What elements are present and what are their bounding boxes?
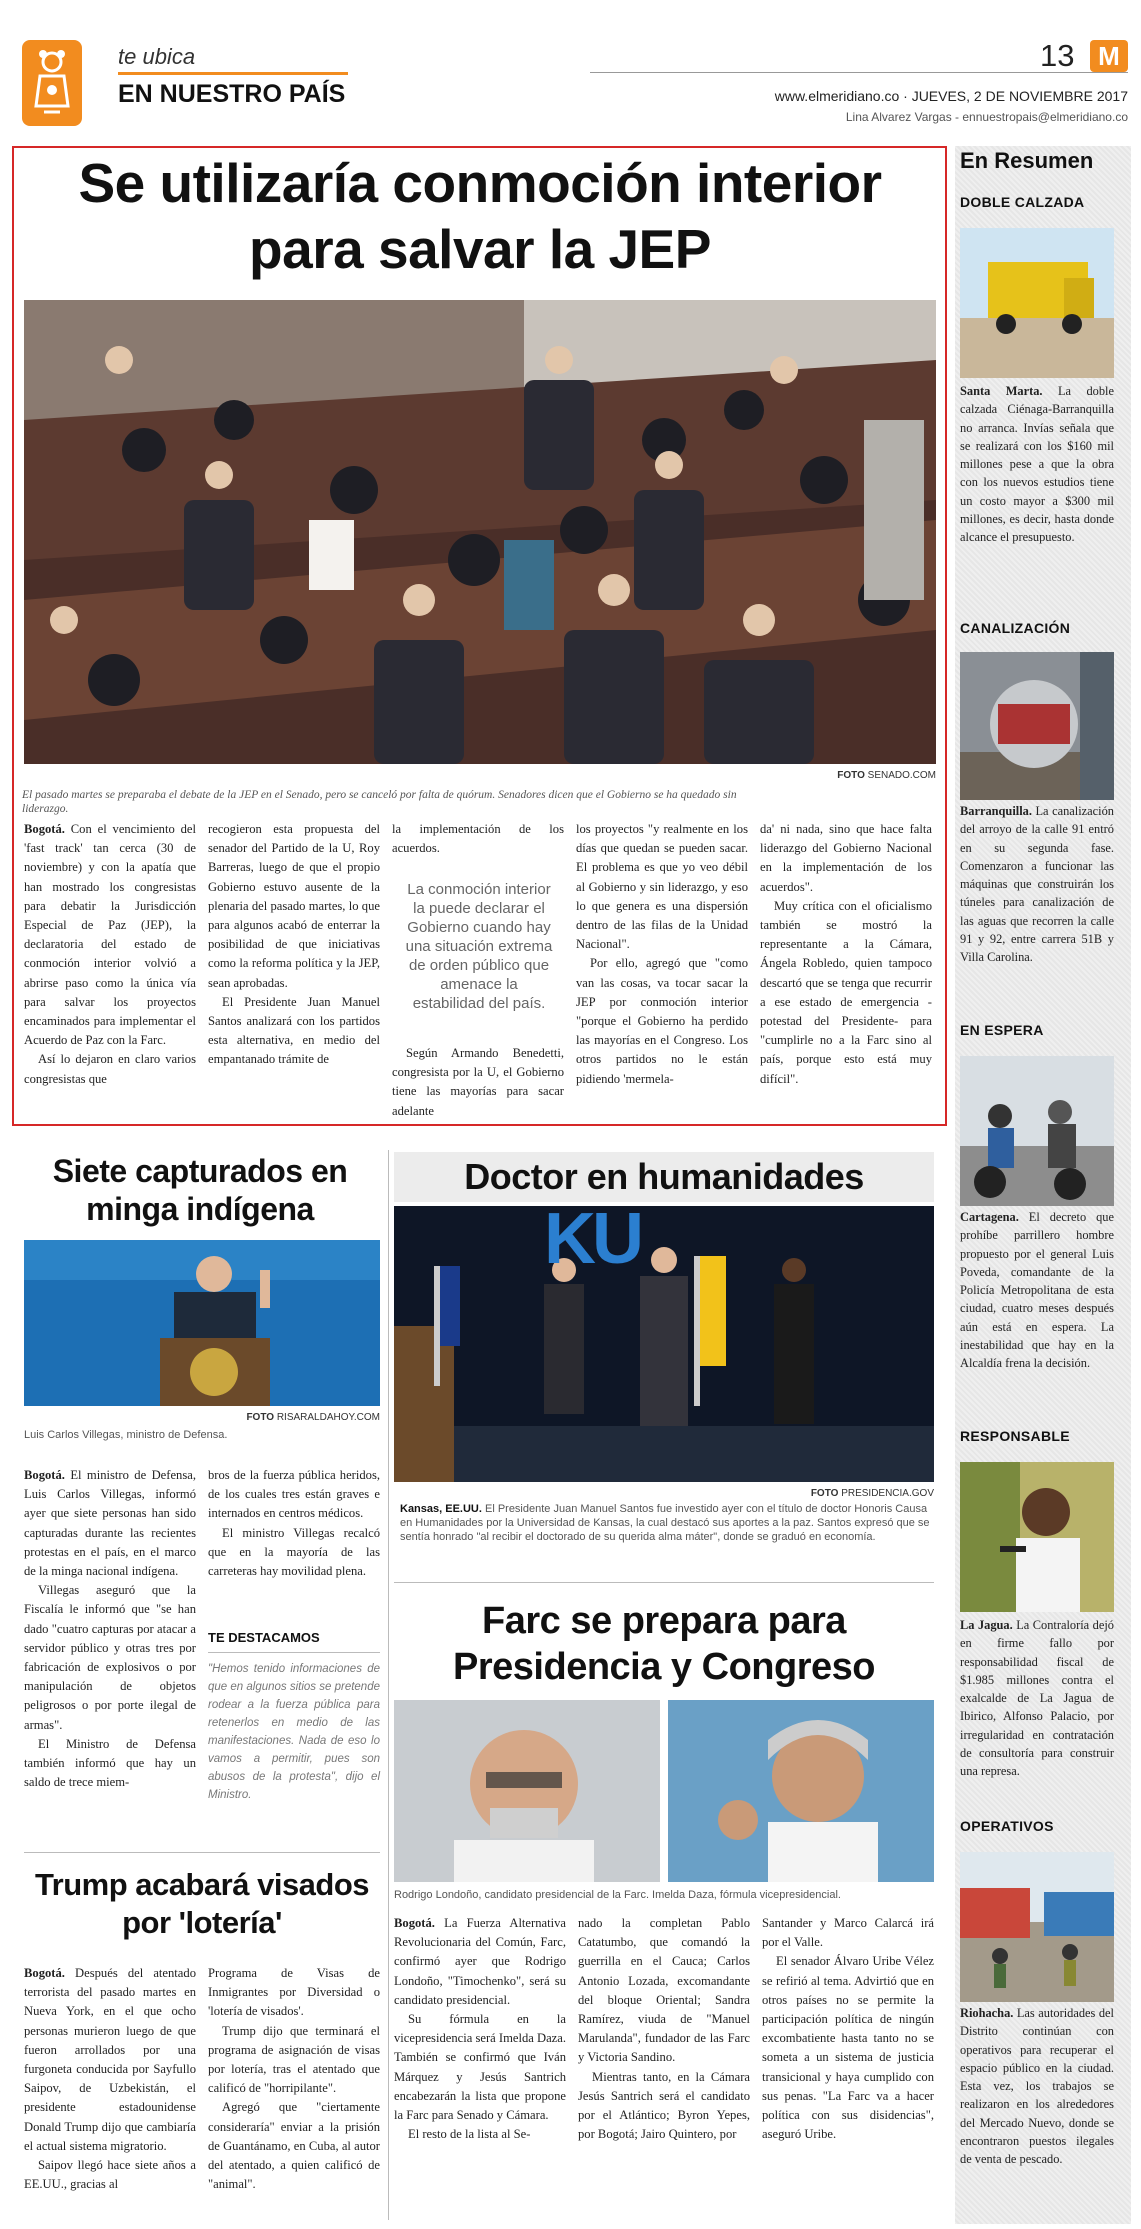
farc-caption: Rodrigo Londoño, candidato presidencial de la Farc. Imelda Daza, fórmula vicepresidencial. <box>394 1889 841 1901</box>
section-logo <box>22 40 82 126</box>
senate-scene-image <box>24 300 936 764</box>
sidebar-text-1: Santa Marta. La doble calzada Ciénaga-Barranquilla no arranca. Invías señala que se realizará con los $160 mil millones pese a que la obra con los nuevos estudios tiene un costo mayor a $300 mil millones, es decir, hasta donde alcance el presupuesto. <box>960 384 1114 545</box>
farc-col-1-para-3: El resto de la lista al Se- <box>408 2127 531 2142</box>
sidebar-head-3: EN ESPERA <box>960 1022 1044 1038</box>
villegas-photo-credit: FOTO RISARALDAHOY.COM <box>246 1412 380 1423</box>
destacamos-rule <box>208 1652 380 1653</box>
trump-col-2 <box>208 1964 380 2194</box>
section-title: EN NUESTRO PAÍS <box>118 80 346 108</box>
main-headline: Se utilizaría conmoción interior para salvar la JEP <box>78 152 882 280</box>
destacamos-quote: "Hemos tenido informaciones de que en algunos sitios se pretende rodear a la fuerza pública para retenerlos en medio de las manifestaciones. Nada de eso lo vamos a permitir, pues son abusos de la protesta", dijo el Ministro. <box>208 1663 380 1801</box>
minga-col-1 <box>24 1466 196 1792</box>
trump-col-1 <box>24 1964 196 2194</box>
minga-col-2-para: bros de la fuerza pública heridos, de los cuales tres están graves e internados en centros médicos. <box>208 1468 380 1521</box>
main-col-1-para: Bogotá. Con el vencimiento del 'fast track' tan cerca (30 de noviembre) y con la apatía que han mostrado los congresistas para debatir la Jurisdicción Especial de Paz (JEP), la declaratoria del estado de conmoción interior volvió a abrirse paso como la única vía para salvar los proyectos encaminados para implementar el Acuerdo de Paz con la Farc. <box>24 822 196 1048</box>
daza-image <box>668 1700 934 1882</box>
farc-col-3-para-2: El senador Álvaro Uribe Vélez se refirió al tema. Advirtió que en otros países no se permite la participación política de ningún excombatiente hasta tanto no se someta a un sistema de justicia transicional y haya cumplido con sus penas. "La Farc va a hacer política con sus disidencias", aseguró Uribe. <box>762 1954 934 2142</box>
trump-col-1-para-2: Saipov llegó hace siete años a EE.UU., gracias al <box>24 2158 196 2192</box>
main-col-3-para-2: Según Armando Benedetti, congresista por la U, el Gobierno tiene las mayorías para sacar adelante <box>392 1046 564 1118</box>
trump-col-1-para: Bogotá. Después del atentado terrorista del pasado martes en Nueva York, en el que ocho personas murieron luego de que fueron arrollados por una furgoneta conducida por Sayfullo Saipov, de Uzbekistán, el presidente estadounidense Donald Trump dijo que cambiaría el actual sistema migratorio. <box>24 1966 196 2153</box>
kansas-photo-credit: FOTO PRESIDENCIA.GOV <box>810 1488 934 1499</box>
doctor-farc-divider <box>394 1582 934 1583</box>
sidebar-photo-3 <box>960 1056 1114 1206</box>
villegas-photo <box>24 1240 380 1406</box>
doctor-headline: Doctor en humanidades <box>394 1152 934 1202</box>
main-col-5 <box>760 820 932 1089</box>
minga-col-2-para-2: El ministro Villegas recalcó que en la mayoría de las carreteras hay movilidad plena. <box>208 1525 380 1579</box>
sidebar-head-2: CANALIZACIÓN <box>960 620 1071 636</box>
farc-col-2-para: nado la completan Pablo Catatumbo, que comandó la guerrilla en el Cauca; Carlos Antonio Lozada, excomandante del bloque Oriental; Sandra Ramírez, viuda de "Manuel Marulanda", fundador de las Farc y Victoria Sandino. <box>578 1916 750 2065</box>
page-number: 13 <box>1040 38 1075 73</box>
main-col-1-para-2: Así lo dejaron en claro varios congresistas que <box>24 1052 196 1086</box>
main-col-2-para-2: El Presidente Juan Manuel Santos analizará con los partidos esta alternativa, en medio del empantanado trámite de <box>208 994 380 1067</box>
destacamos-heading: TE DESTACAMOS <box>208 1630 320 1645</box>
main-col-4-para: los proyectos "y realmente en los días que quedan se pueden sacar. El problema es que yo veo débil al Gobierno y sin liderazgo, y eso lo que genera es una dispersión dentro de las filas de la Unidad Nacional". <box>576 822 748 952</box>
kansas-photo <box>394 1206 934 1482</box>
minga-col-2 <box>208 1466 380 1581</box>
kansas-caption-place: Kansas, EE.UU. <box>400 1503 482 1515</box>
trump-col-2-para-2: Trump dijo que terminará el programa de asignación de visas por lotería, tras el atentado que calificó de "horripilante". <box>208 2023 380 2096</box>
tunnel-machine-image <box>960 652 1114 800</box>
trump-col-2-para-3: Agregó que "ciertamente consideraría" enviar a la prisión de Guantánamo, en Cuba, al autor del atentado, a quien calificó de "animal". <box>208 2100 380 2192</box>
minga-col-1-para-3: El Ministro de Defensa también informó que hay un saldo de trece miem- <box>24 1736 196 1790</box>
senate-photo-caption: El pasado martes se preparaba el debate de la JEP en el Senado, pero se canceló por falta de quórum. Senadores dicen que el Gobierno se ha quedado sin liderazgo. <box>22 789 737 815</box>
sidebar-photo-5 <box>960 1852 1114 2002</box>
main-col-3b <box>392 1044 564 1121</box>
trump-col-2-para: Programa de Visas de Inmigrantes por Diversidad o 'lotería de visados'. <box>208 1966 380 2019</box>
main-col-2-para: recogieron esta propuesta del senador del Partido de la U, Roy Barreras, luego de que el propio Gobierno estuvo ausente de la plenaria del pasado martes, lo que para algunos acabó de enterrar la posibilidad de que iniciativas como la reforma política y la JEP, sean aprobadas. <box>208 822 380 990</box>
senate-photo <box>24 300 936 764</box>
sidebar-text-5: Riohacha. Las autoridades del Distrito continúan con operativos para recuperar el espacio público en la ciudad. Esta vez, los trabajos se realizaron en los alrededores del Mercado Nuevo, donde se encontraron puestos ilegales de venta de pescado. <box>960 2006 1114 2167</box>
truck-image <box>960 228 1114 378</box>
author-line: Lina Alvarez Vargas - ennuestropais@elmeridiano.co <box>845 110 1128 124</box>
main-col-3 <box>392 820 564 858</box>
sidebar-text-3: Cartagena. El decreto que prohíbe parrillero hombre propuesto por el general Luis Poveda, comandante de la Policía Metropolitana de esta ciudad, cuatro meses después aún está en espera. La inestabilidad que hay en la Alcaldía frena la decisión. <box>960 1210 1114 1371</box>
sidebar-title: En Resumen <box>960 148 1094 173</box>
minga-col-1-para-2: Villegas aseguró que la Fiscalía le informó que "se han dado "cuatro capturas por atacar a servidor público y otras tres por fabricación de explosivos o por manipulación de objetos peligrosos o por porte ilegal de armas". <box>24 1583 196 1732</box>
daza-photo <box>668 1700 934 1882</box>
section-kicker: te ubica <box>118 44 196 69</box>
farc-col-2 <box>578 1914 750 2144</box>
main-col-5-para-2: Muy crítica con el oficialismo también se mostró la representante a la Cámara, Ángela Robledo, quien tampoco descartó que se tenga que recurrir a ese estado de emergencia -potestad del Presidente- para "cumplirle no a la Farc sino al país, porque esto está muy difícil". <box>760 898 932 1086</box>
ceremony-image <box>394 1206 934 1482</box>
trump-headline: Trump acabará visados por 'lotería' <box>34 1867 370 1940</box>
sidebar-text-4: La Jagua. La Contraloría dejó en firme fallo por responsabilidad fiscal de $1.985 millones contra el exalcalde de La Jagua de Ibirico, Alfonso Palacio, por irregularidad en contratación de consultoría para construir una represa. <box>960 1618 1115 1779</box>
minga-trump-divider <box>24 1852 380 1853</box>
section-rule <box>118 72 348 75</box>
sidebar-head-1: DOBLE CALZADA <box>960 194 1085 210</box>
brand-logo: M <box>1090 40 1128 72</box>
main-col-1 <box>24 820 196 1089</box>
farc-col-2-para-2: Mientras tanto, en la Cámara Jesús Santrich será el candidato por el Atlántico; Byron Yepes, por Bogotá; Jairo Quintero, por <box>578 2069 750 2142</box>
main-col-3-para: la implementación de los acuerdos. <box>392 822 564 856</box>
farc-col-1-para-2: Su fórmula en la vicepresidencia será Imelda Daza. También se confirmó que Iván Márquez y Jesús Santrich encabezarán la lista que propone la Farc para Senado y Cámara. <box>394 2012 567 2123</box>
sidebar-head-4: RESPONSABLE <box>960 1428 1070 1444</box>
farc-col-1-para: Bogotá. La Fuerza Alternativa Revolucionaria del Común, Farc, confirmó ayer que Rodrigo Londoño, "Timochenko", será su candidato presidencial. <box>394 1916 566 2007</box>
londono-photo <box>394 1700 660 1882</box>
speaker-image <box>960 1462 1114 1612</box>
farc-headline: Farc se prepara para Presidencia y Congreso <box>453 1600 875 1688</box>
londono-image <box>394 1700 660 1882</box>
market-image <box>960 1852 1114 2002</box>
main-pull-quote: La conmoción interior la puede declarar el Gobierno cuando hay una situación extrema de orden público que amenace la estabilidad del país. <box>405 881 553 1012</box>
date-line: www.elmeridiano.co · JUEVES, 2 DE NOVIEMBRE 2017 <box>774 88 1128 104</box>
sidebar-text-2: Barranquilla. La canalización del arroyo de la calle 91 entró en su segunda fase. Comenzaron a funcionar las máquinas que construirán los túneles para canalización de las aguas que recorren la calle 91 y 92, entre carrera 51B y Villa Carolina. <box>960 804 1114 965</box>
minister-image <box>24 1240 380 1406</box>
farc-col-3-para: Santander y Marco Calarcá irá por el Valle. <box>762 1916 934 1950</box>
sidebar-head-5: OPERATIVOS <box>960 1818 1054 1834</box>
column-divider <box>388 1150 389 2220</box>
kansas-caption: Kansas, EE.UU. El Presidente Juan Manuel Santos fue investido ayer con el título de doctor Honoris Causa en Humanidades por la Universidad de Kansas, la cual destacó sus aportes a la paz. Santos expresó que se sentía honrado "al recibir el doctorado de su querida alma máter", donde se graduó en economía. <box>400 1503 930 1543</box>
main-col-4-para-2: Por ello, agregó que "como van las cosas, va tocar sacar la JEP por conmoción interior "porque el Gobierno ha perdido las mayorías en el Congreso. Los otros partidos no le están pidiendo 'mermela- <box>576 956 748 1086</box>
senate-photo-credit: FOTO SENADO.COM <box>837 770 936 781</box>
farc-col-3 <box>762 1914 934 2144</box>
sidebar-photo-1 <box>960 228 1114 378</box>
minga-col-1-para: Bogotá. El ministro de Defensa, Luis Carlos Villegas, informó ayer que siete personas han sido capturadas durante las recientes protestas en el país, en el marco de la minga nacional indígena. <box>24 1468 196 1579</box>
motorcycles-image <box>960 1056 1114 1206</box>
ku-sign: KU <box>544 1206 640 1279</box>
farc-col-1 <box>394 1914 566 2144</box>
villegas-caption: Luis Carlos Villegas, ministro de Defensa. <box>24 1429 228 1441</box>
meridiano-mascot-icon <box>22 40 82 126</box>
main-col-4 <box>576 820 748 1089</box>
sidebar-photo-4 <box>960 1462 1114 1612</box>
main-col-5-para: da' ni nada, sino que hace falta liderazgo del Gobierno Nacional en la implementación de los acuerdos". <box>760 822 932 894</box>
sidebar-photo-2 <box>960 652 1114 800</box>
main-col-2 <box>208 820 380 1070</box>
minga-headline: Siete capturados en minga indígena <box>52 1153 348 1227</box>
